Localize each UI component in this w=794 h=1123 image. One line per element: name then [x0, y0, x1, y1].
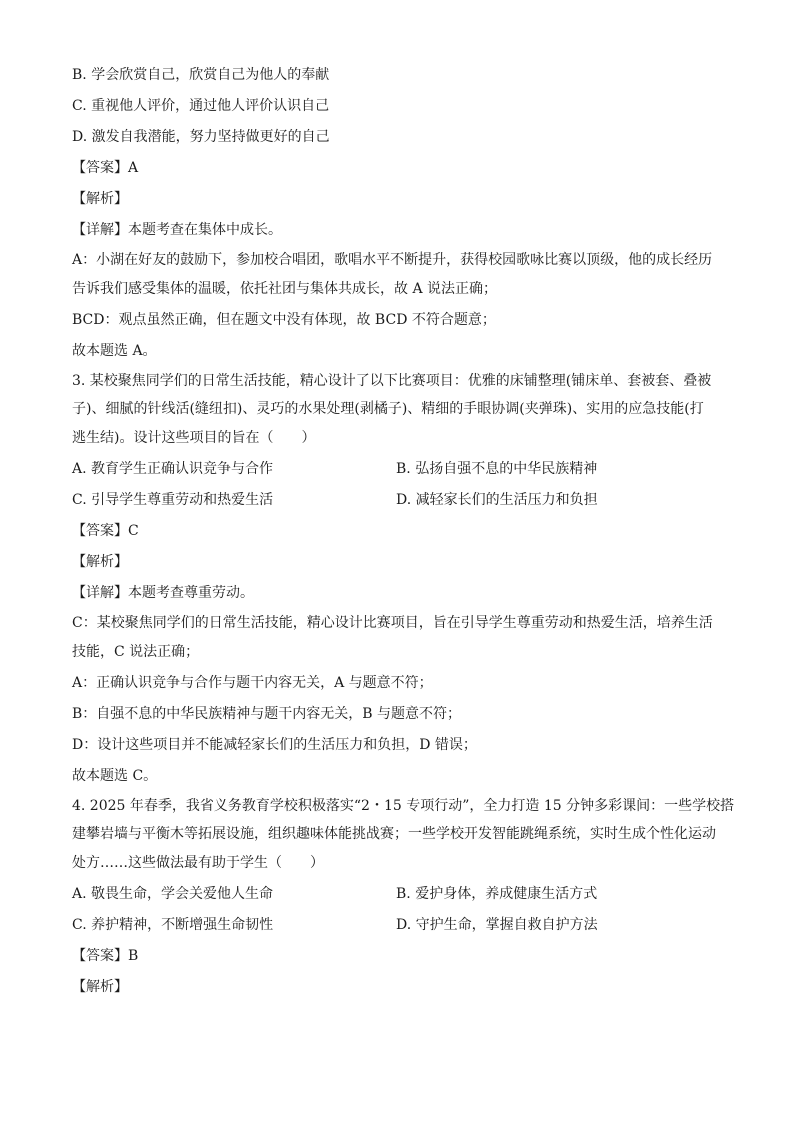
q2-detail: 【详解】本题考查在集体中成长。 — [72, 222, 282, 238]
q4-option-a: A. 敬畏生命，学会关爱他人生命 — [72, 886, 274, 902]
q2-analysis-label: 【解析】 — [72, 191, 128, 207]
q3-option-b: B. 弘扬自强不息的中华民族精神 — [396, 461, 598, 477]
q3-option-c: C. 引导学生尊重劳动和热爱生活 — [72, 492, 274, 508]
q3-explain-d: D：设计这些项目并不能减轻家长们的生活压力和负担，D 错误； — [72, 737, 477, 753]
q3-explain-c-line2: 技能，C 说法正确； — [72, 644, 200, 660]
q3-analysis-label: 【解析】 — [72, 554, 128, 570]
q4-option-c: C. 养护精神，不断增强生命韧性 — [72, 917, 274, 933]
q2-option-b: B. 学会欣赏自己，欣赏自己为他人的奉献 — [72, 67, 330, 83]
q4-option-b: B. 爱护身体，养成健康生活方式 — [396, 886, 598, 902]
q3-answer: 【答案】C — [72, 523, 139, 539]
q2-option-c: C. 重视他人评价，通过他人评价认识自己 — [72, 98, 330, 114]
q3-stem-line3: 逃生结)。设计这些项目的旨在（ ） — [72, 430, 316, 446]
q3-conclusion: 故本题选 C。 — [72, 768, 158, 784]
q3-explain-a: A：正确认识竞争与合作与题干内容无关，A 与题意不符； — [72, 675, 433, 691]
q4-options-row-1 — [72, 879, 722, 910]
q2-explain-a-line2: 告诉我们感受集体的温暖，依托社团与集体共成长，故 A 说法正确； — [72, 281, 498, 297]
q2-answer: 【答案】A — [72, 160, 139, 176]
document-page — [72, 60, 735, 1003]
q4-option-d: D. 守护生命，掌握自救自护方法 — [396, 917, 598, 933]
q3-stem-line2: 子)、细腻的针线活(缝纽扣)、灵巧的水果处理(剥橘子)、精细的手眼协调(夹弹珠)、实用的应急技能(打 — [72, 401, 704, 417]
q3-detail: 【详解】本题考查尊重劳动。 — [72, 585, 254, 601]
q3-option-a: A. 教育学生正确认识竞争与合作 — [72, 461, 274, 477]
q4-answer: 【答案】B — [72, 948, 139, 964]
q2-conclusion: 故本题选 A。 — [72, 343, 157, 359]
q4-stem-line1: 4. 2025 年春季，我省义务教育学校积极落实“2・15 专项行动”，全力打造 15 分钟多彩课间：一些学校搭 — [72, 798, 735, 814]
q3-stem-line1: 3. 某校聚焦同学们的日常生活技能，精心设计了以下比赛项目：优雅的床铺整理(铺床单、套被套、叠被 — [72, 373, 712, 389]
q3-options-row-1 — [72, 454, 722, 485]
q4-stem-line2: 建攀岩墙与平衡木等拓展设施，组织趣味体能挑战赛；一些学校开发智能跳绳系统，实时生成个性化运动 — [72, 826, 716, 842]
q3-option-d: D. 减轻家长们的生活压力和负担 — [396, 492, 598, 508]
q4-stem-line3: 处方……这些做法最有助于学生（ ） — [72, 855, 324, 871]
q4-options-row-2 — [72, 910, 722, 941]
q3-explain-b: B：自强不息的中华民族精神与题干内容无关，B 与题意不符； — [72, 706, 462, 722]
q2-explain-bcd: BCD：观点虽然正确，但在题文中没有体现，故 BCD 不符合题意； — [72, 312, 496, 328]
q2-option-d: D. 激发自我潜能，努力坚持做更好的自己 — [72, 129, 330, 145]
q3-options-row-2 — [72, 485, 722, 516]
q2-explain-a-line1: A：小湖在好友的鼓励下，参加校合唱团，歌唱水平不断提升，获得校园歌咏比赛以顶级，他的成长经历 — [72, 252, 713, 268]
q4-analysis-label: 【解析】 — [72, 979, 128, 995]
q3-explain-c-line1: C：某校聚焦同学们的日常生活技能，精心设计比赛项目，旨在引导学生尊重劳动和热爱生活，培养生活 — [72, 615, 713, 631]
